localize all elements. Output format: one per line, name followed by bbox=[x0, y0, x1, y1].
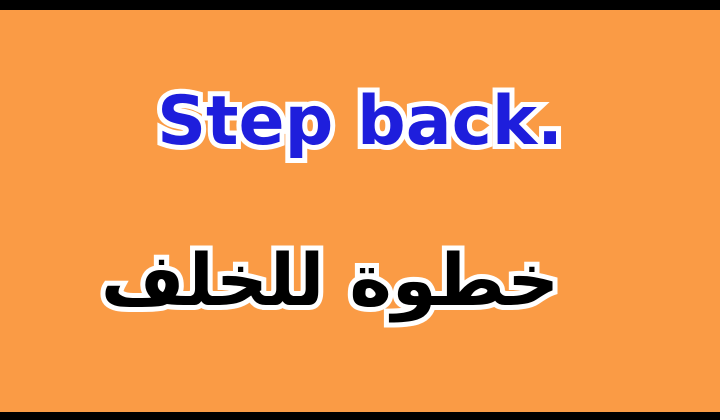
phrase-card bbox=[0, 10, 720, 412]
arabic-translation: خطوة للخلف bbox=[100, 238, 560, 322]
english-phrase: Step back. bbox=[157, 82, 563, 161]
